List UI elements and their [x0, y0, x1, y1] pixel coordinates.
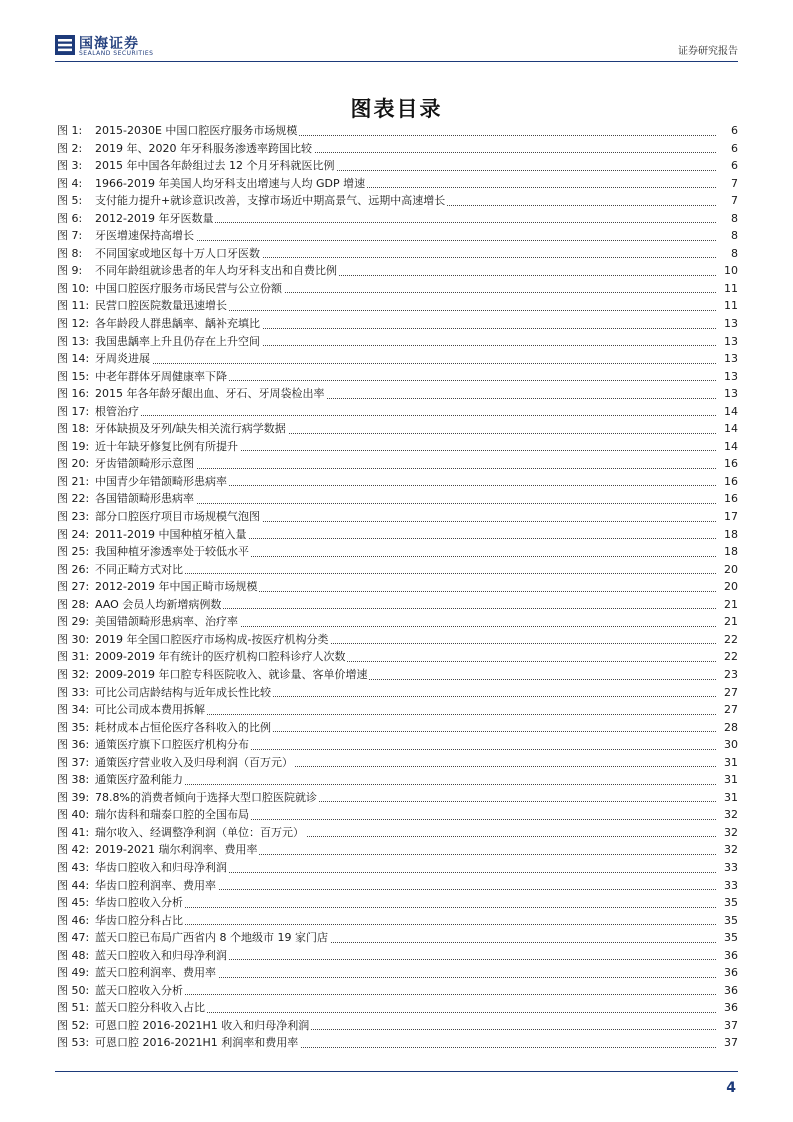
- toc-figure-title: 蓝天口腔已布局广西省内 8 个地级市 19 家门店: [95, 929, 330, 947]
- toc-figure-title: 2009-2019 年有统计的医疗机构口腔科诊疗人次数: [95, 648, 347, 666]
- toc-page-number: 35: [722, 894, 738, 912]
- toc-entry[interactable]: [57, 350, 738, 368]
- toc-page-number: 32: [722, 806, 738, 824]
- toc-page-number: 23: [722, 666, 738, 684]
- toc-page-number: 11: [722, 297, 738, 315]
- toc-page-number: 16: [722, 490, 738, 508]
- toc-entry[interactable]: [57, 157, 738, 175]
- toc-figure-label: 图 53:: [57, 1036, 90, 1050]
- toc-dot-leader: [95, 573, 716, 574]
- toc-figure-label: 图 24:: [57, 527, 90, 541]
- toc-figure-label: 图 13:: [57, 334, 90, 348]
- toc-figure-label: 图 14:: [57, 352, 90, 366]
- toc-figure-title: 不同年龄组就诊患者的年人均牙科支出和自费比例: [95, 262, 339, 280]
- toc-figure-title: 不同正畸方式对比: [95, 561, 185, 579]
- toc-entry[interactable]: [57, 420, 738, 438]
- toc-entry[interactable]: [57, 368, 738, 386]
- toc-figure-title: 通策医疗营业收入及归母利润（百万元）: [95, 754, 295, 772]
- toc-page-number: 13: [722, 385, 738, 403]
- toc-entry[interactable]: [57, 684, 738, 702]
- toc-entry[interactable]: [57, 999, 738, 1017]
- toc-entry[interactable]: [57, 438, 738, 456]
- toc-page-number: 37: [722, 1034, 738, 1052]
- toc-figure-title: 美国错颌畸形患病率、治疗率: [95, 613, 240, 631]
- toc-figure-label: 图 36:: [57, 738, 90, 752]
- toc-figure-title: 蓝天口腔利润率、费用率: [95, 964, 218, 982]
- toc-figure-title: 2012-2019 年中国正畸市场规模: [95, 578, 259, 596]
- toc-page-number: 27: [722, 701, 738, 719]
- sealand-logo-icon: [55, 35, 75, 55]
- toc-page-number: 14: [722, 403, 738, 421]
- toc-figure-label: 图 15:: [57, 369, 90, 383]
- toc-figure-label: 图 12:: [57, 317, 90, 331]
- toc-page-number: 13: [722, 350, 738, 368]
- toc-entry[interactable]: [57, 490, 738, 508]
- toc-page-number: 18: [722, 543, 738, 561]
- toc-page-number: 32: [722, 824, 738, 842]
- toc-figure-title: 各年龄段人群患龋率、龋补充填比: [95, 315, 262, 333]
- toc-entry[interactable]: [57, 912, 738, 930]
- toc-page-number: 30: [722, 736, 738, 754]
- toc-page-number: 11: [722, 280, 738, 298]
- toc-figure-title: 民营口腔医院数量迅速增长: [95, 297, 229, 315]
- page-title: 图表目录: [350, 97, 443, 121]
- toc-page-number: 20: [722, 578, 738, 596]
- toc-figure-title: 可比公司店龄结构与近年成长性比较: [95, 684, 273, 702]
- toc-figure-label: 图 37:: [57, 755, 90, 769]
- figure-list: [57, 122, 738, 1052]
- toc-figure-title: 可比公司成本费用拆解: [95, 701, 207, 719]
- toc-page-number: 36: [722, 964, 738, 982]
- toc-figure-label: 图 27:: [57, 580, 90, 594]
- toc-page-number: 32: [722, 841, 738, 859]
- toc-entry[interactable]: [57, 385, 738, 403]
- brand-name-en: SEALAND SECURITIES: [79, 50, 154, 57]
- toc-figure-title: 2019 年、2020 年牙科服务渗透率跨国比较: [95, 140, 314, 158]
- toc-dot-leader: [95, 415, 716, 416]
- toc-figure-title: 1966-2019 年美国人均牙科支出增速与人均 GDP 增速: [95, 175, 367, 193]
- toc-page-number: 27: [722, 684, 738, 702]
- toc-entry[interactable]: [57, 754, 738, 772]
- toc-figure-label: 图 8:: [57, 246, 83, 260]
- toc-entry[interactable]: [57, 613, 738, 631]
- toc-figure-label: 图 9:: [57, 264, 83, 278]
- toc-figure-label: 图 34:: [57, 703, 90, 717]
- toc-figure-title: 可恩口腔 2016-2021H1 利润率和费用率: [95, 1034, 300, 1052]
- toc-figure-title: 华齿口腔利润率、费用率: [95, 877, 218, 895]
- toc-page-number: 20: [722, 561, 738, 579]
- toc-figure-label: 图 20:: [57, 457, 90, 471]
- toc-figure-label: 图 49:: [57, 966, 90, 980]
- toc-figure-title: 78.8%的消费者倾向于选择大型口腔医院就诊: [95, 789, 319, 807]
- toc-figure-title: 牙齿错颌畸形示意图: [95, 455, 196, 473]
- toc-figure-label: 图 48:: [57, 948, 90, 962]
- toc-page-number: 31: [722, 771, 738, 789]
- toc-page-number: 8: [729, 210, 738, 228]
- toc-figure-title: 华齿口腔收入分析: [95, 894, 185, 912]
- toc-figure-label: 图 4:: [57, 176, 83, 190]
- toc-entry[interactable]: [57, 473, 738, 491]
- toc-figure-title: 根管治疗: [95, 403, 141, 421]
- toc-figure-title: 华齿口腔分科占比: [95, 912, 185, 930]
- toc-figure-label: 图 32:: [57, 667, 90, 681]
- toc-entry[interactable]: [57, 596, 738, 614]
- toc-entry[interactable]: [57, 824, 738, 842]
- toc-entry[interactable]: [57, 227, 738, 245]
- toc-figure-title: 蓝天口腔收入和归母净利润: [95, 947, 229, 965]
- toc-figure-label: 图 42:: [57, 843, 90, 857]
- toc-figure-title: 不同国家或地区每十万人口牙医数: [95, 245, 262, 263]
- toc-figure-label: 图 47:: [57, 931, 90, 945]
- toc-page-number: 31: [722, 789, 738, 807]
- toc-page-number: 13: [722, 315, 738, 333]
- toc-page-number: 35: [722, 929, 738, 947]
- toc-figure-title: 2019-2021 瑞尔利润率、费用率: [95, 841, 259, 859]
- toc-figure-title: 耗材成本占恒伦医疗各科收入的比例: [95, 719, 273, 737]
- toc-dot-leader: [95, 784, 716, 785]
- toc-figure-title: 通策医疗盈利能力: [95, 771, 185, 789]
- toc-figure-title: 通策医疗旗下口腔医疗机构分布: [95, 736, 251, 754]
- toc-entry[interactable]: [57, 526, 738, 544]
- toc-figure-title: AAO 会员人均新增病例数: [95, 596, 223, 614]
- toc-entry[interactable]: [57, 122, 738, 140]
- toc-figure-label: 图 1:: [57, 124, 83, 137]
- toc-entry[interactable]: [57, 929, 738, 947]
- toc-entry[interactable]: [57, 631, 738, 649]
- toc-figure-title: 瑞尔齿科和瑞泰口腔的全国布局: [95, 806, 251, 824]
- toc-figure-title: 华齿口腔收入和归母净利润: [95, 859, 229, 877]
- toc-entry[interactable]: [57, 1017, 738, 1035]
- toc-entry[interactable]: [57, 262, 738, 280]
- toc-page-number: 35: [722, 912, 738, 930]
- toc-entry[interactable]: [57, 140, 738, 158]
- toc-figure-title: 2011-2019 中国种植牙植入量: [95, 526, 248, 544]
- toc-page-number: 7: [729, 192, 738, 210]
- toc-figure-label: 图 45:: [57, 896, 90, 910]
- toc-figure-title: 牙医增速保持高增长: [95, 227, 196, 245]
- toc-dot-leader: [95, 924, 716, 925]
- toc-entry[interactable]: [57, 315, 738, 333]
- toc-entry[interactable]: [57, 877, 738, 895]
- toc-figure-label: 图 29:: [57, 615, 90, 629]
- toc-figure-label: 图 6:: [57, 211, 83, 225]
- toc-figure-title: 中国青少年错颌畸形患病率: [95, 473, 229, 491]
- toc-figure-label: 图 2:: [57, 141, 83, 155]
- toc-figure-title: 支付能力提升+就诊意识改善，支撑市场近中期高景气、远期中高速增长: [95, 192, 447, 210]
- toc-entry[interactable]: [57, 719, 738, 737]
- toc-figure-label: 图 16:: [57, 387, 90, 401]
- toc-figure-label: 图 26:: [57, 562, 90, 576]
- toc-figure-label: 图 41:: [57, 825, 90, 839]
- toc-entry[interactable]: [57, 455, 738, 473]
- toc-page-number: 8: [729, 245, 738, 263]
- toc-figure-label: 图 40:: [57, 808, 90, 822]
- toc-dot-leader: [95, 363, 716, 364]
- toc-figure-label: 图 52:: [57, 1018, 90, 1032]
- toc-figure-label: 图 22:: [57, 492, 90, 506]
- toc-page-number: 6: [729, 140, 738, 158]
- toc-figure-label: 图 33:: [57, 685, 90, 699]
- toc-figure-title: 牙周炎进展: [95, 350, 152, 368]
- toc-figure-label: 图 18:: [57, 422, 90, 436]
- brand-name-cn: 国海证券: [79, 36, 139, 52]
- toc-page-number: 36: [722, 999, 738, 1017]
- toc-page-number: 28: [722, 719, 738, 737]
- toc-page-number: 21: [722, 613, 738, 631]
- toc-page-number: 8: [729, 227, 738, 245]
- toc-entry[interactable]: [57, 648, 738, 666]
- toc-entry[interactable]: [57, 403, 738, 421]
- toc-entry[interactable]: [57, 297, 738, 315]
- toc-figure-label: 图 7:: [57, 229, 83, 243]
- toc-page-number: 17: [722, 508, 738, 526]
- toc-entry[interactable]: [57, 192, 738, 210]
- toc-figure-title: 蓝天口腔收入分析: [95, 982, 185, 1000]
- toc-figure-label: 图 28:: [57, 597, 90, 611]
- toc-figure-title: 2015 年中国各年龄组过去 12 个月牙科就医比例: [95, 157, 336, 175]
- toc-entry[interactable]: [57, 947, 738, 965]
- toc-entry[interactable]: [57, 841, 738, 859]
- toc-page-number: 14: [722, 438, 738, 456]
- toc-entry[interactable]: [57, 964, 738, 982]
- toc-entry[interactable]: [57, 736, 738, 754]
- toc-figure-title: 2009-2019 年口腔专科医院收入、就诊量、客单价增速: [95, 666, 369, 684]
- toc-figure-title: 近十年缺牙修复比例有所提升: [95, 438, 240, 456]
- toc-page-number: 18: [722, 526, 738, 544]
- toc-page-number: 21: [722, 596, 738, 614]
- toc-page-number: 36: [722, 982, 738, 1000]
- toc-figure-title: 2015-2030E 中国口腔医疗服务市场规模: [95, 122, 299, 140]
- toc-page-number: 33: [722, 877, 738, 895]
- toc-entry[interactable]: [57, 859, 738, 877]
- toc-page-number: 10: [722, 262, 738, 280]
- toc-figure-label: 图 39:: [57, 790, 90, 804]
- toc-figure-label: 图 31:: [57, 650, 90, 664]
- toc-page-number: 16: [722, 473, 738, 491]
- toc-entry[interactable]: [57, 894, 738, 912]
- report-type: 证券研究报告: [678, 46, 738, 57]
- toc-entry[interactable]: [57, 333, 738, 351]
- toc-page-number: 22: [722, 631, 738, 649]
- page-number: 4: [726, 1080, 736, 1096]
- toc-figure-title: 可恩口腔 2016-2021H1 收入和归母净利润: [95, 1017, 311, 1035]
- toc-figure-label: 图 5:: [57, 194, 83, 208]
- toc-figure-title: 蓝天口腔分科收入占比: [95, 999, 207, 1017]
- toc-dot-leader: [95, 907, 716, 908]
- toc-dot-leader: [95, 994, 716, 995]
- toc-page-number: 6: [729, 122, 738, 140]
- toc-page-number: 6: [729, 157, 738, 175]
- toc-entry[interactable]: [57, 982, 738, 1000]
- toc-figure-label: 图 3:: [57, 159, 83, 173]
- toc-figure-title: 2019 年全国口腔医疗市场构成-按医疗机构分类: [95, 631, 330, 649]
- toc-page-number: 14: [722, 420, 738, 438]
- page-header: [55, 33, 738, 63]
- toc-figure-title: 2012-2019 年牙医数量: [95, 210, 215, 228]
- toc-figure-title: 中老年群体牙周健康率下降: [95, 368, 229, 386]
- toc-figure-label: 图 21:: [57, 474, 90, 488]
- toc-figure-label: 图 23:: [57, 510, 90, 524]
- footer-divider: [55, 1071, 738, 1072]
- toc-figure-label: 图 17:: [57, 404, 90, 418]
- toc-page-number: 22: [722, 648, 738, 666]
- toc-entry[interactable]: [57, 789, 738, 807]
- toc-figure-label: 图 30:: [57, 632, 90, 646]
- toc-figure-title: 各国错颌畸形患病率: [95, 490, 196, 508]
- toc-figure-title: 我国患龋率上升且仍存在上升空间: [95, 333, 262, 351]
- toc-entry[interactable]: [57, 701, 738, 719]
- toc-figure-title: 瑞尔收入、经调整净利润（单位：百万元）: [95, 824, 306, 842]
- toc-entry[interactable]: [57, 543, 738, 561]
- toc-figure-title: 部分口腔医疗项目市场规模气泡图: [95, 508, 262, 526]
- toc-page-number: 36: [722, 947, 738, 965]
- toc-figure-label: 图 50:: [57, 983, 90, 997]
- toc-entry[interactable]: [57, 1034, 738, 1052]
- toc-entry[interactable]: [57, 771, 738, 789]
- toc-page-number: 16: [722, 455, 738, 473]
- toc-figure-title: 中国口腔医疗服务市场民营与公立份额: [95, 280, 284, 298]
- toc-figure-label: 图 25:: [57, 545, 90, 559]
- toc-entry[interactable]: [57, 561, 738, 579]
- toc-entry[interactable]: [57, 280, 738, 298]
- toc-figure-label: 图 51:: [57, 1001, 90, 1015]
- toc-page-number: 31: [722, 754, 738, 772]
- toc-figure-label: 图 43:: [57, 860, 90, 874]
- toc-entry[interactable]: [57, 175, 738, 193]
- toc-figure-label: 图 46:: [57, 913, 90, 927]
- toc-entry[interactable]: [57, 508, 738, 526]
- toc-entry[interactable]: [57, 578, 738, 596]
- toc-figure-label: 图 19:: [57, 439, 90, 453]
- header-divider: [55, 61, 738, 62]
- toc-figure-label: 图 11:: [57, 299, 90, 313]
- toc-entry[interactable]: [57, 666, 738, 684]
- toc-entry[interactable]: [57, 245, 738, 263]
- toc-figure-label: 图 38:: [57, 773, 90, 787]
- toc-figure-label: 图 10:: [57, 281, 90, 295]
- toc-figure-title: 我国种植牙渗透率处于较低水平: [95, 543, 251, 561]
- toc-page-number: 33: [722, 859, 738, 877]
- toc-entry[interactable]: [57, 806, 738, 824]
- toc-figure-title: 牙体缺损及牙列/缺失相关流行病学数据: [95, 420, 288, 438]
- toc-figure-label: 图 35:: [57, 720, 90, 734]
- toc-page-number: 7: [729, 175, 738, 193]
- toc-figure-title: 2015 年各年龄牙龈出血、牙石、牙周袋检出率: [95, 385, 327, 403]
- toc-page-number: 13: [722, 368, 738, 386]
- toc-page-number: 37: [722, 1017, 738, 1035]
- toc-page-number: 13: [722, 333, 738, 351]
- toc-entry[interactable]: [57, 210, 738, 228]
- toc-figure-label: 图 44:: [57, 878, 90, 892]
